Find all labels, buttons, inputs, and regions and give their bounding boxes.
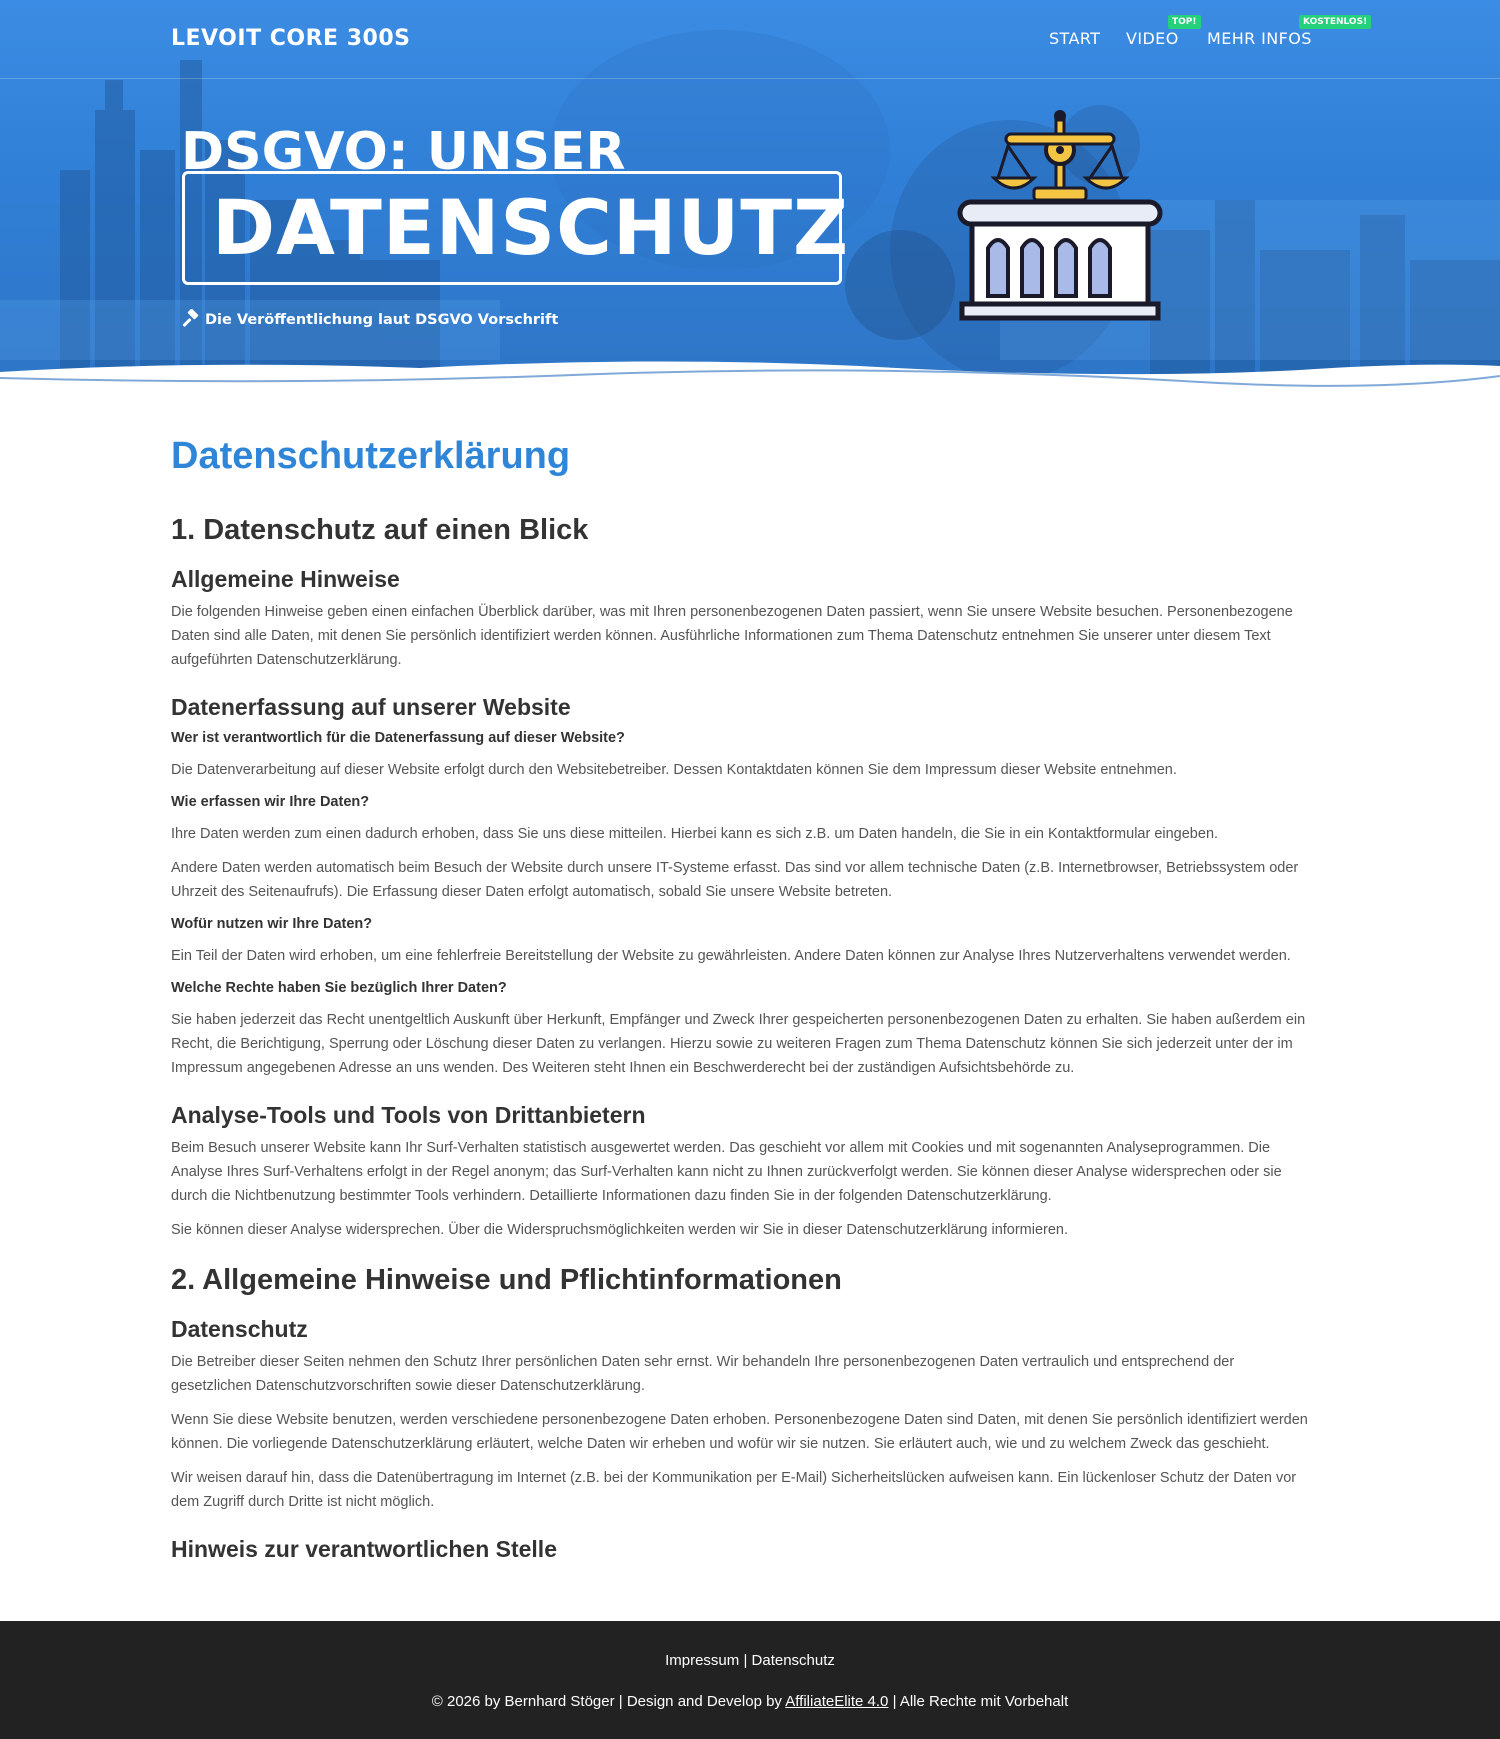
subsection-heading: Datenerfassung auf unserer Website <box>171 694 571 720</box>
paragraph: Beim Besuch unserer Website kann Ihr Surf-Verhalten statistisch ausgewertet werden. Das geschieht vor allem mit Cookies und mit sogenannten Analyseprogrammen. Die Analyse Ihres Surf-Verhaltens erfolgt in der Regel anonym; das Surf-Verhalten kann nicht zu Ihnen zurückverfolgt werden. Sie können dieser Analyse widersprechen oder sie durch die Nichtbenutzung bestimmter Tools verhindern. Detaillierte Informationen dazu finden Sie in der folgenden Datenschutzerklärung. <box>171 1140 1282 1204</box>
paragraph: Die Betreiber dieser Seiten nehmen den Schutz Ihrer persönlichen Daten sehr ernst. Wir behandeln Ihre personenbezogenen Daten vertraulich und entsprechend der gesetzlichen Datenschutzvorschriften sowie dieser Datenschutzerklärung. <box>171 1354 1235 1394</box>
main-content <box>171 428 1311 1570</box>
hero-subtitle-line <box>181 309 558 331</box>
hero-banner <box>0 0 1500 400</box>
footer-separator: | <box>739 1652 752 1669</box>
top-navbar <box>0 0 1500 79</box>
hero-title: DATENSCHUTZ <box>212 183 850 272</box>
nav-mehr-infos[interactable]: MEHR INFOS <box>1207 29 1312 48</box>
footer <box>0 1621 1500 1739</box>
subsection-heading: Analyse-Tools und Tools von Drittanbietern <box>171 1102 646 1128</box>
paragraph: Andere Daten werden automatisch beim Besuch der Website durch unsere IT-Systeme erfasst. Das sind vor allem technische Daten (z.B. Internetbrowser, Betriebssystem oder Uhrzeit des Seitenaufrufs). Die Erfassung dieser Daten erfolgt automatisch, sobald Sie unsere Website betreten. <box>171 860 1299 900</box>
copyright-suffix: | Alle Rechte mit Vorbehalt <box>888 1693 1069 1710</box>
paragraph: Sie haben jederzeit das Recht unentgeltlich Auskunft über Herkunft, Empfänger und Zweck Ihrer gespeicherten personenbezogenen Daten zu erhalten. Sie haben außerdem ein Recht, die Berichtigung, Sperrung oder Löschung dieser Daten zu verlangen. Hierzu sowie zu weiteren Fragen zum Thema Datenschutz können Sie sich jederzeit unter der im Impressum angegebenen Adresse an uns wenden. Des Weiteren steht Ihnen ein Beschwerderecht bei der zuständigen Aufsichtsbehörde zu. <box>171 1012 1306 1076</box>
page-title: Datenschutzerklärung <box>171 435 571 477</box>
paragraph: Ein Teil der Daten wird erhoben, um eine fehlerfreie Bereitstellung der Website zu gewährleisten. Andere Daten können zur Analyse Ihres Nutzerverhaltens verwendet werden. <box>171 948 1291 964</box>
paragraph: Die folgenden Hinweise geben einen einfachen Überblick darüber, was mit Ihren personenbezogenen Daten passiert, wenn Sie unsere Website besuchen. Personenbezogene Daten sind alle Daten, mit denen Sie persönlich identifiziert werden können. Ausführliche Informationen zum Thema Datenschutz entnehmen Sie unserer unter diesem Text aufgeführten Datenschutzerklärung. <box>171 604 1293 668</box>
nav-start[interactable]: START <box>1049 29 1101 48</box>
paragraph: Wir weisen darauf hin, dass die Datenübertragung im Internet (z.B. bei der Kommunikation per E-Mail) Sicherheitslücken aufweisen kann. Ein lückenloser Schutz der Daten vor dem Zugriff durch Dritte ist nicht möglich. <box>171 1470 1297 1510</box>
footer-copyright <box>0 1693 1500 1710</box>
question-heading: Wer ist verantwortlich für die Datenerfassung auf dieser Website? <box>171 730 625 746</box>
subsection-heading: Datenschutz <box>171 1316 308 1342</box>
subsection-heading: Allgemeine Hinweise <box>171 566 400 592</box>
hero-supertitle: DSGVO: UNSER <box>181 122 626 172</box>
paragraph: Die Datenverarbeitung auf dieser Website erfolgt durch den Websitebetreiber. Dessen Kontaktdaten können Sie dem Impressum dieser Website entnehmen. <box>171 762 1177 778</box>
paragraph: Ihre Daten werden zum einen dadurch erhoben, dass Sie uns diese mitteilen. Hierbei kann es sich z.B. um Daten handeln, die Sie in ein Kontaktformular eingeben. <box>171 826 1219 842</box>
section-heading: 1. Datenschutz auf einen Blick <box>171 514 589 546</box>
nav-video[interactable]: VIDEO <box>1126 29 1179 48</box>
paragraph: Sie können dieser Analyse widersprechen. Über die Widerspruchsmöglichkeiten werden wir Sie in dieser Datenschutzerklärung informieren. <box>171 1222 1069 1238</box>
hero-subtitle: Die Veröffentlichung laut DSGVO Vorschrift <box>205 312 559 328</box>
question-heading: Wie erfassen wir Ihre Daten? <box>171 794 370 810</box>
question-heading: Wofür nutzen wir Ihre Daten? <box>171 916 373 932</box>
courthouse-scales-icon <box>950 108 1170 328</box>
footer-link-datenschutz[interactable]: Datenschutz <box>751 1652 835 1669</box>
brand-logo[interactable]: LEVOIT CORE 300S <box>171 26 411 51</box>
copyright-text: © 2026 by Bernhard Stöger | Design and Develop by <box>431 1693 786 1710</box>
question-heading: Welche Rechte haben Sie bezüglich Ihrer Daten? <box>171 980 507 996</box>
hammer-icon <box>181 309 199 331</box>
nav-video-badge: TOP! <box>1168 15 1201 29</box>
subsection-heading: Hinweis zur verantwortlichen Stelle <box>171 1536 557 1562</box>
footer-links <box>0 1652 1500 1669</box>
footer-link-affiliateelite[interactable]: AffiliateElite 4.0 <box>785 1693 889 1710</box>
paragraph: Wenn Sie diese Website benutzen, werden verschiedene personenbezogene Daten erhoben. Personenbezogene Daten sind Daten, mit denen Sie persönlich identifiziert werden können. Die vorliegende Datenschutzerklärung erläutert, welche Daten wir erheben und wofür wir sie nutzen. Sie erläutert auch, wie und zu welchem Zweck das geschieht. <box>171 1412 1308 1452</box>
section-heading: 2. Allgemeine Hinweise und Pflichtinformationen <box>171 1264 842 1296</box>
nav-mehr-infos-badge: KOSTENLOS! <box>1299 15 1371 29</box>
wave-divider <box>0 352 1500 400</box>
footer-link-impressum[interactable]: Impressum <box>665 1652 740 1669</box>
